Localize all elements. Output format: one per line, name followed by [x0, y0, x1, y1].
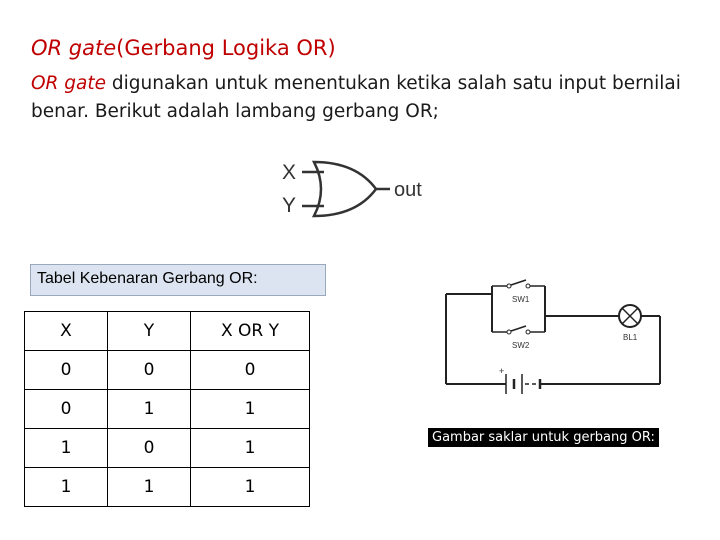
switch-circuit-diagram	[430, 272, 670, 397]
truth-table	[24, 311, 310, 507]
column-header: X	[25, 312, 108, 351]
column-header: X OR Y	[191, 312, 310, 351]
table-row	[25, 351, 310, 390]
circuit-caption: Gambar saklar untuk gerbang OR:	[428, 428, 659, 447]
page-title: OR gate(Gerbang Logika OR)	[31, 36, 336, 60]
table-cell: 0	[25, 390, 108, 429]
gate-output: out	[394, 179, 422, 201]
lamp-label: BL1	[623, 333, 638, 342]
table-cell: 1	[191, 468, 310, 507]
column-header: Y	[108, 312, 191, 351]
table-cell: 0	[108, 429, 191, 468]
description: OR gate digunakan untuk menentukan ketika salah satu input bernilai benar. Berikut adalah lambang gerbang OR;	[31, 73, 681, 122]
table-cell: 1	[25, 429, 108, 468]
gate-input-x: X	[282, 161, 297, 184]
table-header-row	[25, 312, 310, 351]
battery-plus-label: +	[499, 366, 505, 376]
truth-table-caption: Tabel Kebenaran Gerbang OR:	[30, 264, 326, 296]
table-cell: 1	[191, 390, 310, 429]
table-cell: 1	[108, 390, 191, 429]
gate-input-y: Y	[282, 194, 297, 217]
table-cell: 0	[108, 351, 191, 390]
table-cell: 0	[191, 351, 310, 390]
switch-1-label: SW1	[512, 295, 530, 304]
table-cell: 0	[25, 351, 108, 390]
table-row	[25, 429, 310, 468]
or-gate-symbol	[276, 156, 436, 222]
table-cell: 1	[108, 468, 191, 507]
table-row	[25, 468, 310, 507]
table-cell: 1	[191, 429, 310, 468]
table-row	[25, 390, 310, 429]
switch-2-label: SW2	[512, 341, 530, 350]
table-cell: 1	[25, 468, 108, 507]
